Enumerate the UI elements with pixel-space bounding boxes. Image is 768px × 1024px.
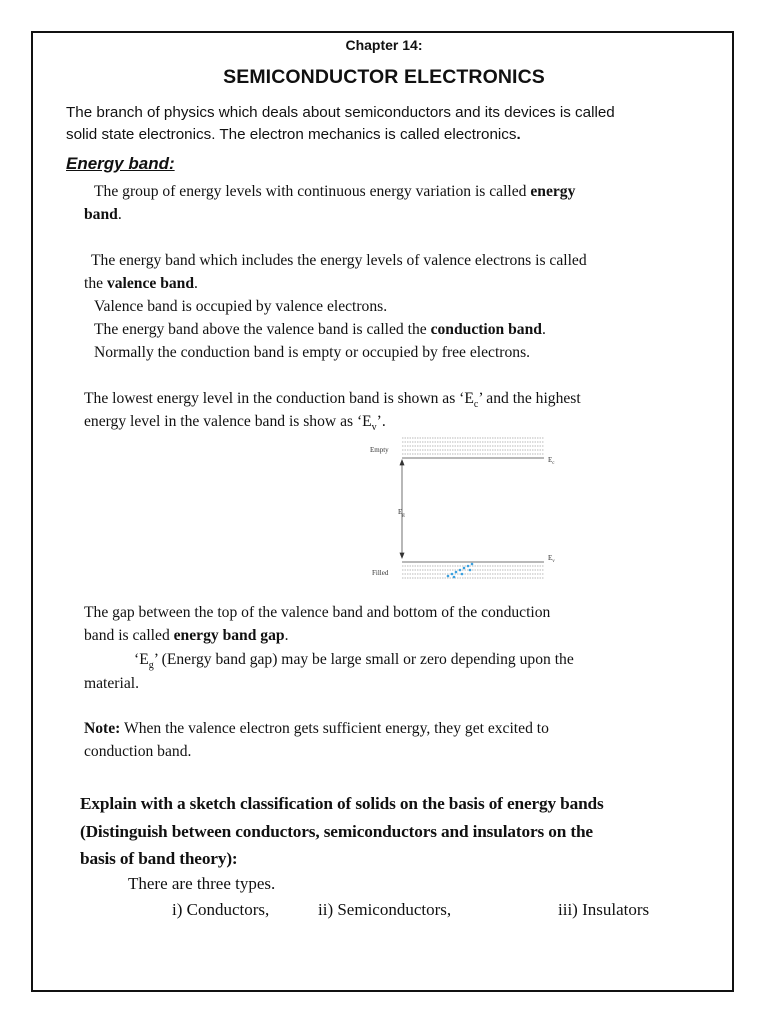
conduction-band <box>402 438 544 458</box>
band-gap-line-3: ‘$E_g$’ (Energy band gap) may be large small or zero depending upon the <box>134 651 574 672</box>
intro-line-1: The branch of physics which deals about semiconductors and its devices is called <box>66 104 615 121</box>
ec-ev-line-2: energy level in the valence band is show as ‘$E_v$’. <box>84 413 386 434</box>
eg-label: $E_g$ <box>398 508 405 518</box>
energy-band-diagram <box>362 432 562 582</box>
ec-ev-line-1: The lowest energy level in the conduction band is shown as ‘$E_c$’ and the highest <box>84 390 581 411</box>
band-gap-line-1: The gap between the top of the valence band and bottom of the conduction <box>84 604 551 621</box>
intro-line-2: solid state electronics. The electron mechanics is called electronics. <box>66 126 521 143</box>
page-title: SEMICONDUCTOR ELECTRONICS <box>223 66 545 88</box>
valence-band-occupied: Valence band is occupied by valence electrons. <box>94 298 388 315</box>
type-semiconductors: ii) Semiconductors, <box>318 900 452 919</box>
chapter-label: Chapter 14: <box>345 37 423 53</box>
question-heading <box>80 790 604 873</box>
empty-label: Empty <box>370 446 389 454</box>
filled-label: Filled <box>372 569 389 577</box>
note-line-2: conduction band. <box>84 743 192 760</box>
valence-band-line-2: the valence band. <box>84 275 198 292</box>
band-gap-line-4: material. <box>84 675 139 692</box>
types-intro: There are three types. <box>128 874 276 893</box>
type-insulators: iii) Insulators <box>558 900 650 919</box>
energy-band-definition-line-1: The group of energy levels with continuous energy variation is called energy <box>94 183 576 200</box>
intro-paragraph <box>66 102 615 146</box>
note-line-1: Note: When the valence electron gets sufficient energy, they get excited to <box>84 720 549 737</box>
energy-band-definition-line-2: band. <box>84 206 122 223</box>
question-line-3: basis of band theory): <box>80 849 238 868</box>
type-conductors: i) Conductors, <box>172 900 270 919</box>
conduction-band-definition: The energy band above the valence band is called the conduction band. <box>94 321 546 338</box>
section-heading-energy-band: Energy band: <box>66 154 175 173</box>
conduction-band-normal: Normally the conduction band is empty or occupied by free electrons. <box>94 344 531 361</box>
ec-label: $E_c$ <box>548 456 555 466</box>
ev-label: $E_v$ <box>548 554 555 564</box>
valence-band-line-1: The energy band which includes the energy levels of valence electrons is called <box>91 252 587 269</box>
electron-dots <box>447 563 474 579</box>
question-line-1: Explain with a sketch classification of solids on the basis of energy bands <box>80 794 604 813</box>
question-line-2: (Distinguish between conductors, semiconductors and insulators on the <box>80 821 593 841</box>
band-gap-line-2: band is called energy band gap. <box>84 627 289 644</box>
